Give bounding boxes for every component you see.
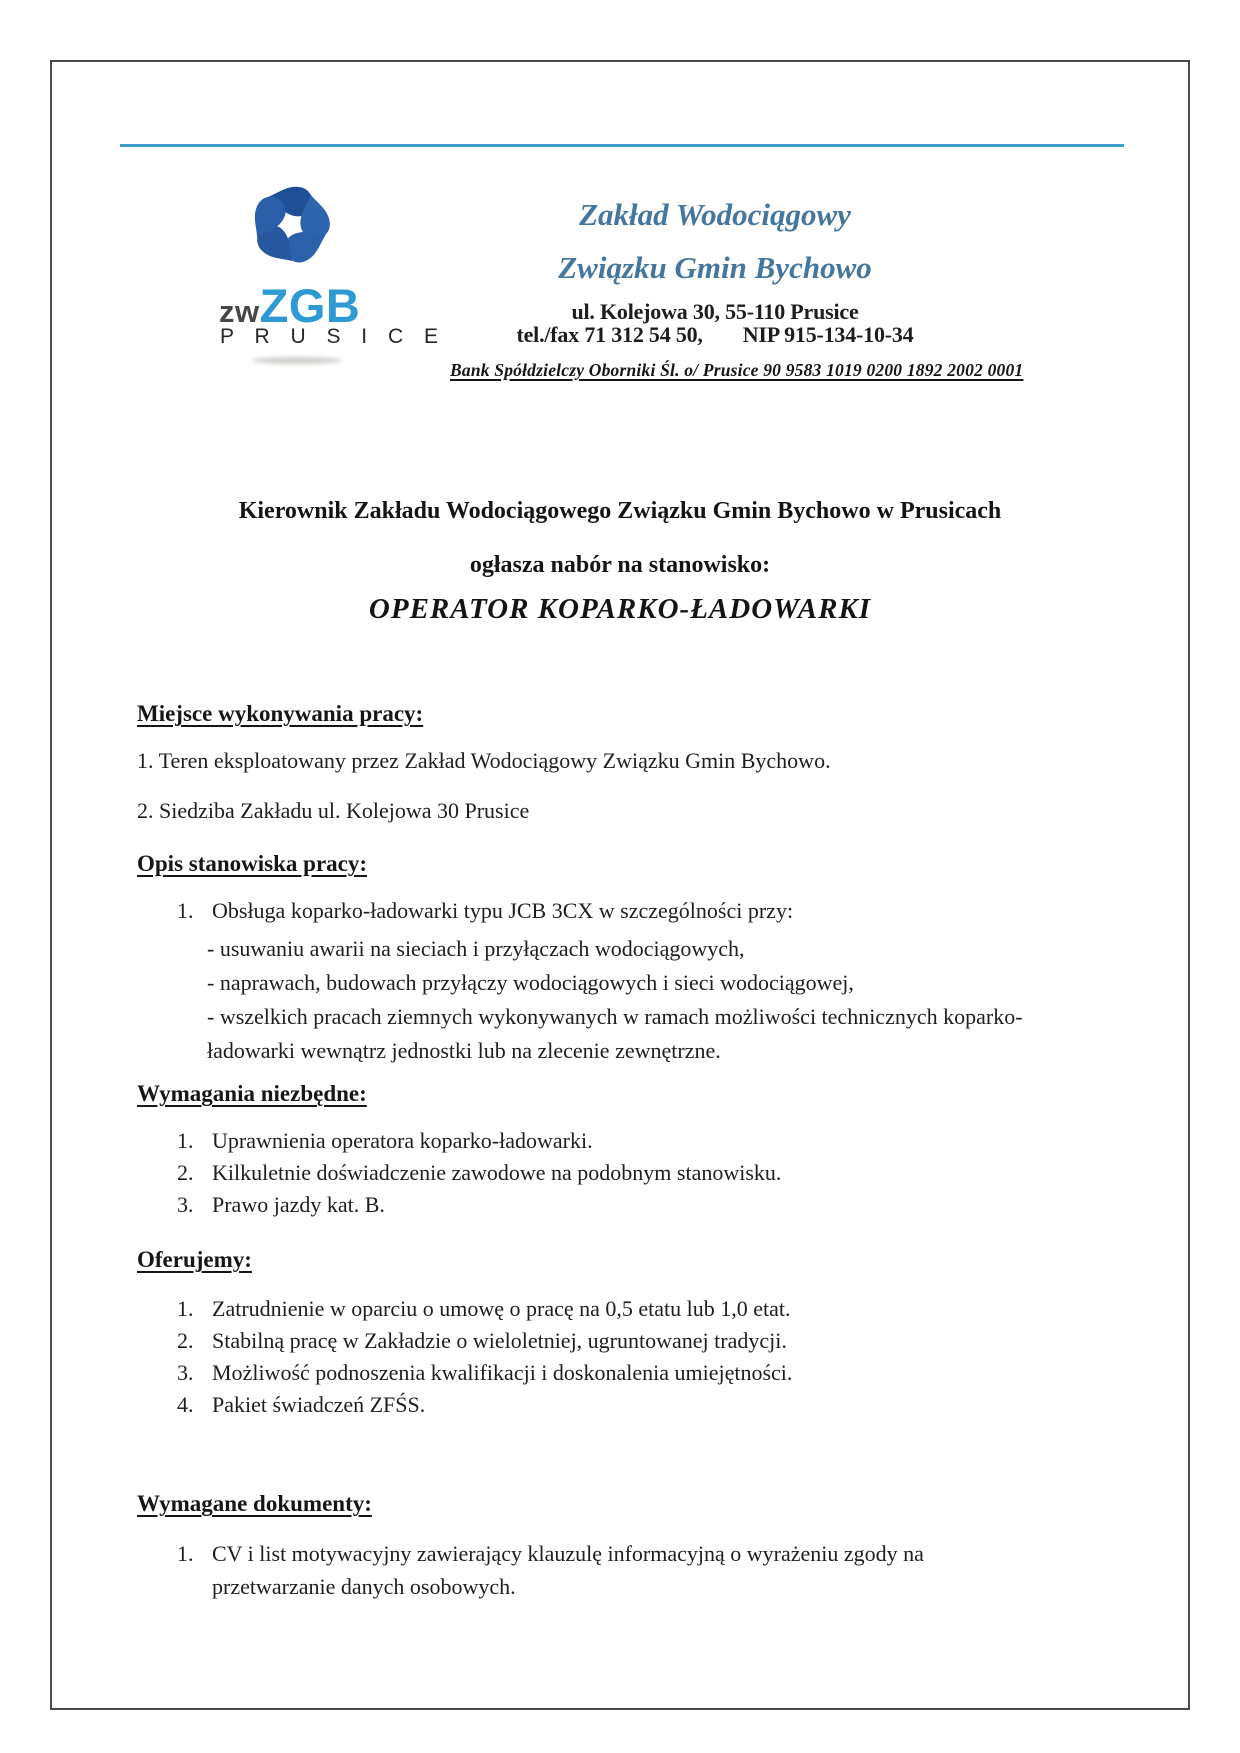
announcement-line2: ogłasza nabór na stanowisko: — [469, 552, 771, 578]
list-item-number: 4. — [177, 1392, 194, 1417]
water-drops-pinwheel-icon — [240, 174, 342, 272]
letterhead — [385, 197, 1045, 347]
announcement-line1: Kierownik Zakładu Wodociągowego Związku Gmin Bychowo w Prusicach — [238, 498, 1002, 524]
list-item-number: 1. — [177, 1128, 194, 1153]
logo — [240, 174, 342, 277]
list-item-number: 3. — [177, 1192, 194, 1217]
section-oferujemy — [137, 1246, 1100, 1418]
list-item-number: 1. — [177, 898, 194, 923]
list-item: 1. Teren eksploatowany przez Zakład Wodociągowy Związku Gmin Bychowo. — [137, 748, 831, 773]
section-heading: Wymagania niezbędne: — [137, 1081, 367, 1106]
list-item-text: Uprawnienia operatora koparko-ładowarki. — [212, 1128, 593, 1153]
header-rule — [120, 144, 1124, 147]
list-item-number: 2. — [177, 1328, 194, 1353]
org-phone: tel./fax 71 312 54 50, — [516, 322, 703, 347]
list-item-text: Prawo jazdy kat. B. — [212, 1192, 385, 1217]
list-item — [137, 898, 1100, 924]
section-heading: Wymagane dokumenty: — [137, 1491, 372, 1516]
list-item-number: 1. — [177, 1541, 194, 1566]
list-item-text: Obsługa koparko-ładowarki typu JCB 3CX w szczególności przy: — [212, 898, 794, 923]
list-item — [137, 1328, 1100, 1354]
list-item-text: Możliwość podnoszenia kwalifikacji i doskonalenia umiejętności. — [212, 1360, 793, 1385]
list-item — [137, 1392, 1100, 1418]
list-item-text: Pakiet świadczeń ZFŚS. — [212, 1392, 426, 1417]
list-item — [137, 1160, 1100, 1186]
sub-list — [137, 932, 1100, 1068]
section-heading: Miejsce wykonywania pracy: — [137, 701, 424, 726]
list-item-number: 1. — [177, 1296, 194, 1321]
scan-smudge — [252, 357, 342, 364]
logo-city-text: P R U S I C E — [220, 325, 446, 348]
list-item — [137, 1296, 1100, 1322]
list-item — [137, 1360, 1100, 1386]
list-item: 2. Siedziba Zakładu ul. Kolejowa 30 Prusice — [137, 798, 530, 823]
org-phone-nip — [385, 323, 1045, 347]
section-wymagane-dokumenty — [137, 1490, 1100, 1603]
org-name-line2: Związku Gmin Bychowo — [558, 250, 872, 285]
sub-list-item: - wszelkich pracach ziemnych wykonywanych w ramach możliwości technicznych koparko-ładowarki wewnątrz jednostki lub na zlecenie zewnętrzne. — [207, 1004, 1023, 1063]
section-wymagania — [137, 1080, 1100, 1218]
bank-account-line: Bank Spółdzielczy Oborniki Śl. o/ Prusice 90 9583 1019 0200 1892 2002 0001 — [450, 360, 1024, 380]
list-item-number: 2. — [177, 1160, 194, 1185]
logo-zgb-text: ZGB — [259, 279, 361, 332]
list-item-text: CV i list motywacyjny zawierający klauzulę informacyjną o wyrażeniu zgody na przetwarzanie danych osobowych. — [212, 1541, 924, 1599]
section-opis-stanowiska — [137, 850, 1100, 1068]
list-item — [137, 1128, 1100, 1154]
sub-list-item: - usuwaniu awarii na sieciach i przyłączach wodociągowych, — [207, 936, 745, 961]
section-miejsce-pracy — [137, 700, 1100, 824]
logo-zw-text: zw — [219, 294, 260, 329]
list-item — [137, 1192, 1100, 1218]
list-item-text: Stabilną pracę w Zakładzie o wieloletniej, ugruntowanej tradycji. — [212, 1328, 787, 1353]
org-nip: NIP 915-134-10-34 — [742, 322, 914, 347]
position-title: OPERATOR KOPARKO-ŁADOWARKI — [368, 593, 872, 625]
list-item — [137, 1537, 1100, 1603]
list-item-number: 3. — [177, 1360, 194, 1385]
org-address: ul. Kolejowa 30, 55-110 Prusice — [571, 299, 859, 324]
list-item-text: Zatrudnienie w oparciu o umowę o pracę na 0,5 etatu lub 1,0 etat. — [212, 1296, 791, 1321]
list-item-text: Kilkuletnie doświadczenie zawodowe na podobnym stanowisku. — [212, 1160, 782, 1185]
sub-list-item: - naprawach, budowach przyłączy wodociągowych i sieci wodociągowej, — [207, 970, 854, 995]
document-page — [50, 60, 1190, 1710]
section-heading: Oferujemy: — [137, 1247, 252, 1272]
section-heading: Opis stanowiska pracy: — [137, 851, 368, 876]
org-name-line1: Zakład Wodociągowy — [579, 197, 851, 232]
